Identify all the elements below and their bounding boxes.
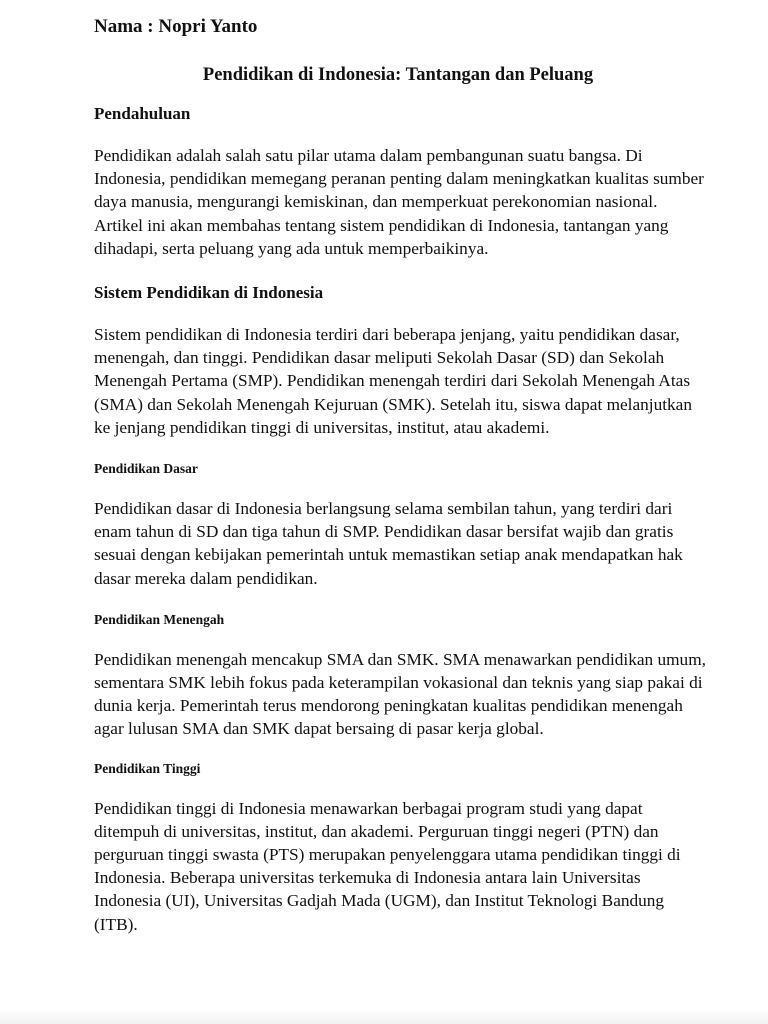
subheading-basic-education: Pendidikan Dasar: [94, 461, 198, 477]
heading-introduction: Pendahuluan: [94, 104, 191, 123]
author-name: Nama : Nopri Yanto: [94, 16, 258, 37]
paragraph-introduction: Pendidikan adalah salah satu pilar utama dalam pembangunan suatu bangsa. Di Indonesia, pendidikan memegang peranan penting dalam meningkatkan kualitas sumber daya manusia, mengurangi kemiskinan, dan memperkuat perekonomian nasional. Artikel ini akan membahas tentang sistem pendidikan di Indonesia, tantangan yang dihadapi, serta peluang yang ada untuk memperbaikinya.: [94, 146, 704, 258]
subheading-secondary-education: Pendidikan Menengah: [94, 611, 225, 627]
paragraph-higher-education: Pendidikan tinggi di Indonesia menawarkan berbagai program studi yang dapat ditempuh di universitas, institut, dan akademi. Perguruan tinggi negeri (PTN) dan perguruan tinggi swasta (PTS) merupakan penyelenggara utama pendidikan tinggi di Indonesia. Beberapa universitas terkemuka di Indonesia antara lain Universitas Indonesia (UI), Universitas Gadjah Mada (UGM), dan Institut Teknologi Bandung (ITB).: [94, 798, 681, 934]
heading-education-system: Sistem Pendidikan di Indonesia: [94, 283, 324, 303]
page-bottom-edge: [0, 1010, 768, 1024]
subheading-higher-education: Pendidikan Tinggi: [94, 760, 201, 776]
paragraph-basic-education: Pendidikan dasar di Indonesia berlangsung selama sembilan tahun, yang terdiri dari enam tahun di SD dan tiga tahun di SMP. Pendidikan dasar bersifat wajib dan gratis sesuai dengan kebijakan pemerintah untuk memastikan setiap anak mendapatkan hak dasar mereka dalam pendidikan.: [94, 499, 683, 588]
paragraph-education-system: Sistem pendidikan di Indonesia terdiri dari beberapa jenjang, yaitu pendidikan dasar, menengah, dan tinggi. Pendidikan dasar meliputi Sekolah Dasar (SD) dan Sekolah Menengah Pertama (SMP). Pendidikan menengah terdiri dari Sekolah Menengah Atas (SMA) dan Sekolah Menengah Kejuruan (SMK). Setelah itu, siswa dapat melanjutkan ke jenjang pendidikan tinggi di universitas, institut, atau akademi.: [94, 325, 692, 437]
paragraph-secondary-education: Pendidikan menengah mencakup SMA dan SMK. SMA menawarkan pendidikan umum, sementara SMK lebih fokus pada keterampilan vokasional dan teknis yang siap pakai di dunia kerja. Pemerintah terus mendorong peningkatan kualitas pendidikan menengah agar lulusan SMA dan SMK dapat bersaing di pasar kerja global.: [94, 649, 706, 739]
document-title: Pendidikan di Indonesia: Tantangan dan Peluang: [202, 65, 594, 85]
